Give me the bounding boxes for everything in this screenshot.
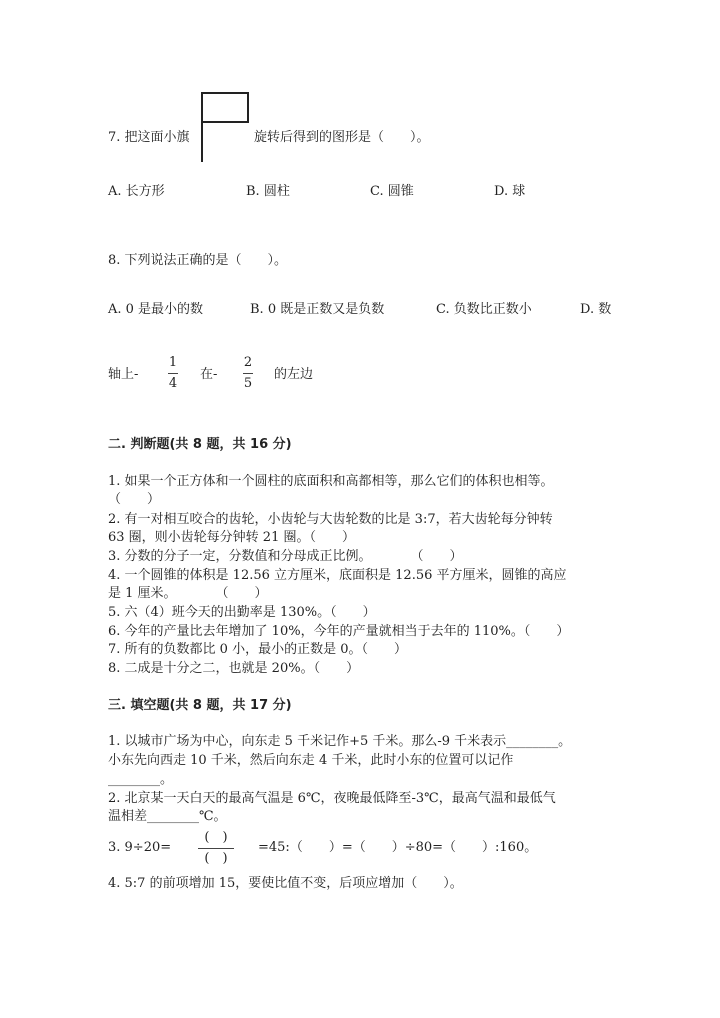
s2-line-1: 1. 如果一个正方体和一个圆柱的底面积和高都相等，那么它们的体积也相等。 [108,474,554,489]
s2-line-11: 8. 二成是十分之二，也就是 20%。（ ） [108,661,360,676]
q7-prefix: 7. 把这面小旗 [108,130,190,145]
flag-icon [202,92,249,123]
q7-option-b: B. 圆柱 [246,184,290,199]
s3-line-2: 小东先向西走 10 千米，然后向东走 4 千米，此时小东的位置可以记作 [108,753,514,768]
q7-option-d: D. 球 [494,184,526,199]
s2-line-6: 4. 一个圆锥的体积是 12.56 立方厘米，底面积是 12.56 平方厘米，圆锥的高应 [108,568,567,583]
fraction-bar [168,373,178,374]
s2-line-2: （ ） [108,492,161,507]
section3-title: 三. 填空题(共 8 题，共 17 分) [108,698,292,713]
s2-line-4: 63 圈，则小齿轮每分钟转 21 圈。（ ） [108,530,355,545]
fraction-denominator: 4 [168,376,178,391]
fraction-numerator: 2 [243,355,253,370]
s2-line-7: 是 1 厘米。 （ ） [108,586,268,601]
fraction-denominator: 5 [243,376,253,391]
q8-option-b: B. 0 既是正数又是负数 [250,302,385,317]
q8-cont-c: 的左边 [274,367,314,382]
s2-line-3: 2. 有一对相互咬合的齿轮，小齿轮与大齿轮数的比是 3:7，若大齿轮每分钟转 [108,512,553,527]
s3-q3-suffix: =45:（ ）=（ ）÷80=（ ）:160。 [258,840,538,855]
q8-cont-b: 在- [200,367,218,382]
q7-option-c: C. 圆锥 [370,184,414,199]
s2-line-8: 5. 六（4）班今天的出勤率是 130%。（ ） [108,605,376,620]
s3-line-4: 2. 北京某一天白天的最高气温是 6℃，夜晚最低降至-3℃，最高气温和最低气 [108,791,556,806]
q8-stem: 8. 下列说法正确的是（ ）。 [108,253,288,268]
s3-q3-prefix: 3. 9÷20= [108,840,172,855]
s2-line-9: 6. 今年的产量比去年增加了 10%，今年的产量就相当于去年的 110%。（ ） [108,624,570,639]
s3-line-1: 1. 以城市广场为中心，向东走 5 千米记作+5 千米。那么-9 千米表示________。 [108,734,572,749]
q7-option-a: A. 长方形 [108,184,165,199]
blank-denominator: ( ) [204,851,228,866]
s3-q4: 4. 5:7 的前项增加 15，要使比值不变，后项应增加（ ）。 [108,876,463,891]
q8-option-c: C. 负数比正数小 [436,302,532,317]
blank-fraction [196,831,236,866]
section2-title: 二. 判断题(共 8 题，共 16 分) [108,437,292,452]
fraction-two-fifths [241,356,255,391]
fraction-bar [243,373,253,374]
s3-line-5: 温相差________℃。 [108,809,227,824]
s2-line-5: 3. 分数的分子一定，分数值和分母成正比例。 （ ） [108,549,463,564]
fraction-bar [198,848,234,849]
q7-suffix: 旋转后得到的图形是（ ）。 [254,130,430,145]
q8-cont-a: 轴上- [108,367,139,382]
blank-numerator: ( ) [204,830,228,845]
s3-line-3: ________。 [108,772,174,787]
q8-option-d: D. 数 [580,302,612,317]
fraction-one-fourth [166,356,180,391]
s2-line-10: 7. 所有的负数都比 0 小，最小的正数是 0。（ ） [108,642,407,657]
fraction-numerator: 1 [168,355,178,370]
q8-option-a: A. 0 是最小的数 [108,302,204,317]
